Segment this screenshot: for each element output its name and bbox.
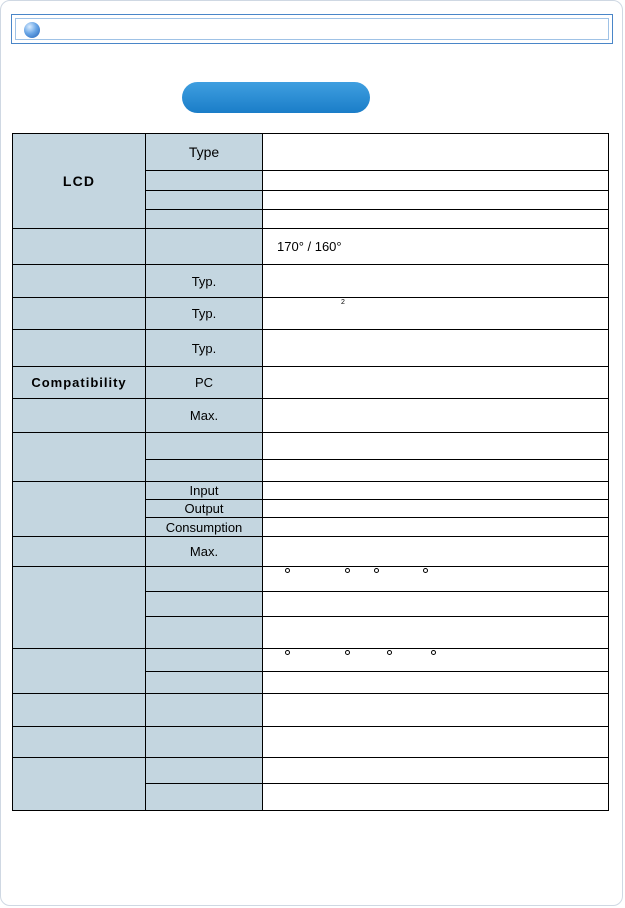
section-header-bar [11, 14, 613, 44]
max-label: Max. [146, 537, 263, 567]
operating-temperature-value [263, 567, 609, 592]
storage-temperature-value [263, 649, 609, 672]
table-row [13, 229, 609, 265]
table-row [13, 567, 609, 592]
table-row [13, 265, 609, 298]
viewing-angle-value: 170° / 160° [263, 229, 609, 265]
degree-ring-icon [374, 568, 379, 573]
table-row [13, 482, 609, 500]
consumption-label: Consumption [146, 518, 263, 537]
output-label: Output [146, 500, 263, 518]
degree-ring-icon [431, 650, 436, 655]
specification-table [12, 133, 609, 811]
bullet-ball-icon [24, 22, 40, 38]
degree-ring-icon [285, 568, 290, 573]
degree-ring-icon [285, 650, 290, 655]
table-row [13, 330, 609, 367]
lcd-type-label: Type [146, 134, 263, 171]
lcd-category: LCD [13, 134, 146, 229]
pc-label: PC [146, 367, 263, 399]
table-row [13, 537, 609, 567]
table-row [13, 298, 609, 330]
degree-ring-icon [345, 650, 350, 655]
degree-ring-icon [387, 650, 392, 655]
section-title-pill [182, 82, 370, 113]
typ-label: Typ. [146, 298, 263, 330]
typ-label: Typ. [146, 330, 263, 367]
superscript-two: 2 [341, 299, 345, 306]
table-row [13, 649, 609, 672]
table-row [13, 727, 609, 758]
max-label: Max. [146, 399, 263, 433]
typ-label: Typ. [146, 265, 263, 298]
table-row [13, 694, 609, 727]
input-label: Input [146, 482, 263, 500]
brightness-value [263, 298, 609, 330]
table-row [13, 367, 609, 399]
table-row [13, 433, 609, 460]
compatibility-category: Compatibility [13, 367, 146, 399]
section-header-inner [15, 18, 609, 40]
degree-ring-icon [345, 568, 350, 573]
table-row [13, 399, 609, 433]
table-row [13, 134, 609, 171]
degree-ring-icon [423, 568, 428, 573]
lcd-type-value [263, 134, 609, 171]
table-row [13, 758, 609, 784]
